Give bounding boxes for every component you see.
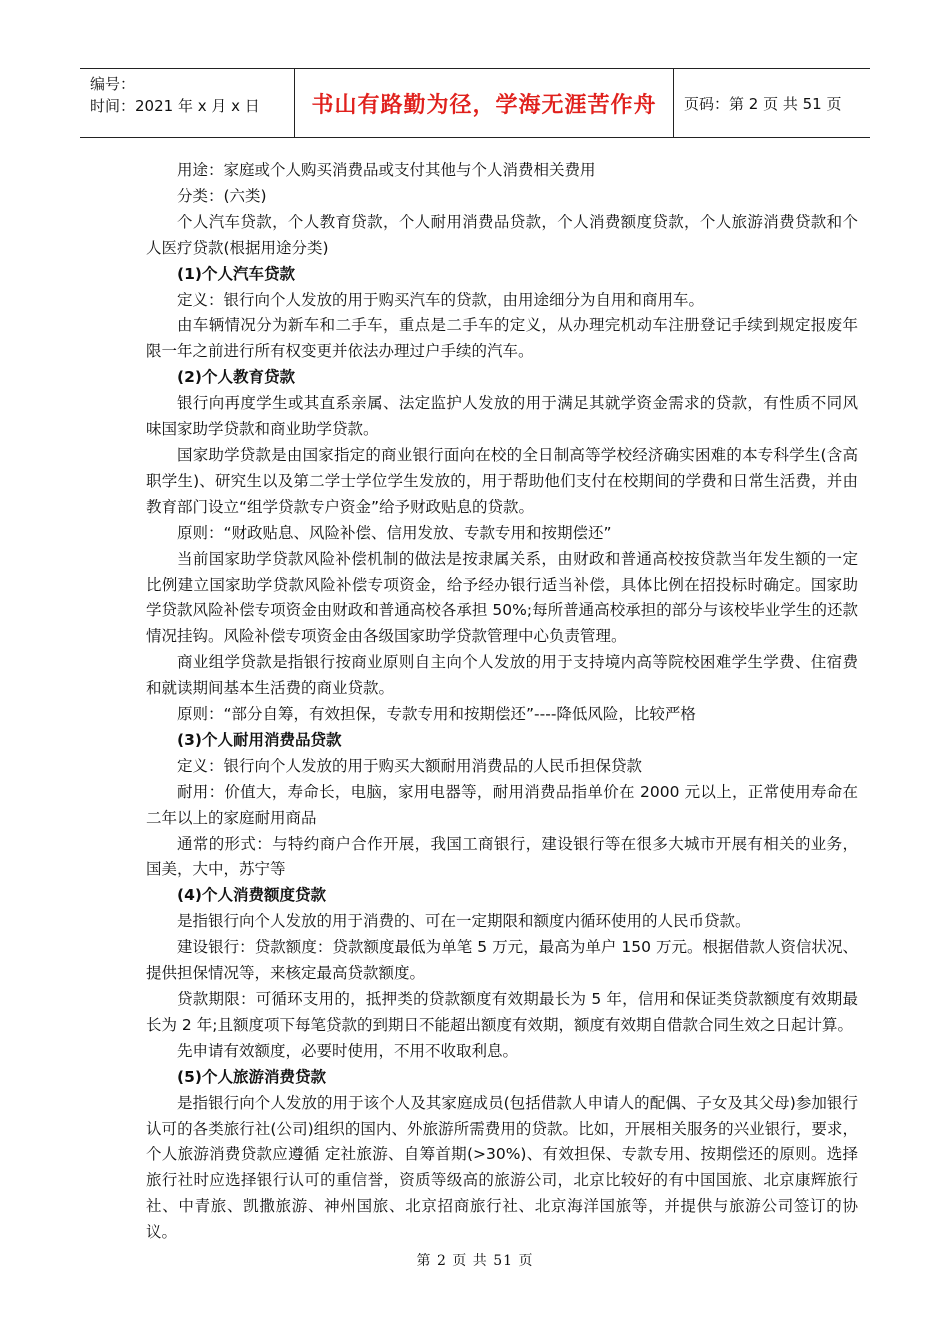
body-paragraph: 耐用：价值大，寿命长，电脑，家用电器等，耐用消费品指单价在 2000 元以上，正常使用寿命在二年以上的家庭耐用商品 — [146, 782, 858, 827]
body-paragraph: 当前国家助学贷款风险补偿机制的做法是按隶属关系，由财政和普通高校按贷款当年发生额的一定比例建立国家助学贷款风险补偿专项资金，给予经办银行适当补偿，具体比例在招投标时确定。国家助学贷款风险补偿专项资金由财政和普通高校各承担 50%;每所普通高校承担的部分与该校毕业学生的还款情况挂钩。风险补偿专项资金由各级国家助学贷款管理中心负责管理。 — [146, 549, 858, 646]
section-heading: (2)个人教育贷款 — [177, 368, 295, 387]
body-paragraph: 通常的形式：与特约商户合作开展，我国工商银行，建设银行等在很多大城市开展有相关的业务，国美，大中，苏宁等 — [146, 834, 858, 879]
section-heading: (3)个人耐用消费品贷款 — [177, 730, 342, 749]
body-paragraph: 先申请有效额度，必要时使用，不用不收取利息。 — [177, 1041, 519, 1060]
body-paragraph: 是指银行向个人发放的用于消费的、可在一定期限和额度内循环使用的人民币贷款。 — [177, 912, 751, 931]
body-paragraph: 定义：银行向个人发放的用于购买汽车的贷款，由用途细分为自用和商用车。 — [177, 290, 705, 309]
body-paragraph: 定义：银行向个人发放的用于购买大额耐用消费品的人民币担保贷款 — [177, 756, 643, 775]
body-paragraph: 商业组学贷款是指银行按商业原则自主向个人发放的用于支持境内高等院校困难学生学费、住宿费和就读期间基本生活费的商业贷款。 — [146, 653, 858, 698]
body-paragraph: 是指银行向个人发放的用于该个人及其家庭成员(包括借款人申请人的配偶、子女及其父母)参加银行认可的各类旅行社(公司)组织的国内、外旅游所需费用的贷款。比如，开展相关服务的兴业银行，要求， 个人旅游消费贷款应遵循 定社旅游、自筹首期(>30%)、有效担保、专款专用、按期偿还的原则。选择旅行社时应选择银行认可的重信誉，资质等级高的旅游公司，北京比较好的有中国国旅、北京康辉旅行社、中青旅、凯撒旅游、神州国旅、北京招商旅行社、北京海洋国旅等，并提供与旅游公司签订的协议。 — [146, 1093, 858, 1242]
body-paragraph: 分类：(六类) — [177, 186, 267, 205]
page-footer: 第 2 页 共 51 页 — [416, 1253, 534, 1269]
body-paragraph: 由车辆情况分为新车和二手车，重点是二手车的定义，从办理完机动车注册登记手续到规定报废年限一年之前进行所有权变更并依法办理过户手续的汽车。 — [146, 316, 858, 361]
section-heading: (1)个人汽车贷款 — [177, 264, 295, 283]
body-paragraph: 用途：家庭或个人购买消费品或支付其他与个人消费相关费用 — [177, 161, 596, 179]
document-number: 编号： — [90, 75, 136, 93]
header-motto: 书山有路勤为径，学海无涯苦作舟 — [311, 92, 657, 118]
header-page-cell — [674, 69, 870, 137]
body-paragraph: 原则：“部分自筹，有效担保，专款专用和按期偿还”----降低风险，比较严格 — [177, 705, 696, 724]
body-paragraph: 个人汽车贷款，个人教育贷款，个人耐用消费品贷款，个人消费额度贷款，个人旅游消费贷款和个人医疗贷款(根据用途分类) — [146, 212, 858, 257]
body-paragraph: 银行向再度学生或其直系亲属、法定监护人发放的用于满足其就学资金需求的贷款，有性质不同风味国家助学贷款和商业助学贷款。 — [146, 394, 858, 439]
body-paragraph: 建设银行：贷款额度：贷款额度最低为单笔 5 万元，最高为单户 150 万元。根据借款人资信状况、提供担保情况等，来核定最高贷款额度。 — [146, 938, 858, 983]
body-paragraph: 贷款期限：可循环支用的，抵押类的贷款额度有效期最长为 5 年，信用和保证类贷款额度有效期最长为 2 年;且额度项下每笔贷款的到期日不能超出额度有效期，额度有效期自借款合同生效之日起计算。 — [146, 990, 858, 1034]
header-page-number: 页码：第 2 页 共 51 页 — [684, 94, 842, 113]
document-body — [146, 158, 858, 1246]
document-date: 时间：2021 年 x 月 x 日 — [90, 97, 260, 115]
body-paragraph: 原则：“财政贴息、风险补偿、信用发放、专款专用和按期偿还” — [177, 523, 612, 542]
section-heading: (5)个人旅游消费贷款 — [177, 1067, 326, 1086]
section-heading: (4)个人消费额度贷款 — [177, 886, 326, 905]
header-meta — [80, 69, 295, 137]
header-motto-cell — [295, 69, 674, 137]
body-paragraph: 国家助学贷款是由国家指定的商业银行面向在校的全日制高等学校经济确实困难的本专科学生(含高职学生)、研究生以及第二学士学位学生发放的，用于帮助他们支付在校期间的学费和日常生活费，并由教育部门设立“组学贷款专户资金”给予财政贴息的贷款。 — [146, 445, 858, 516]
page-header — [80, 68, 870, 138]
